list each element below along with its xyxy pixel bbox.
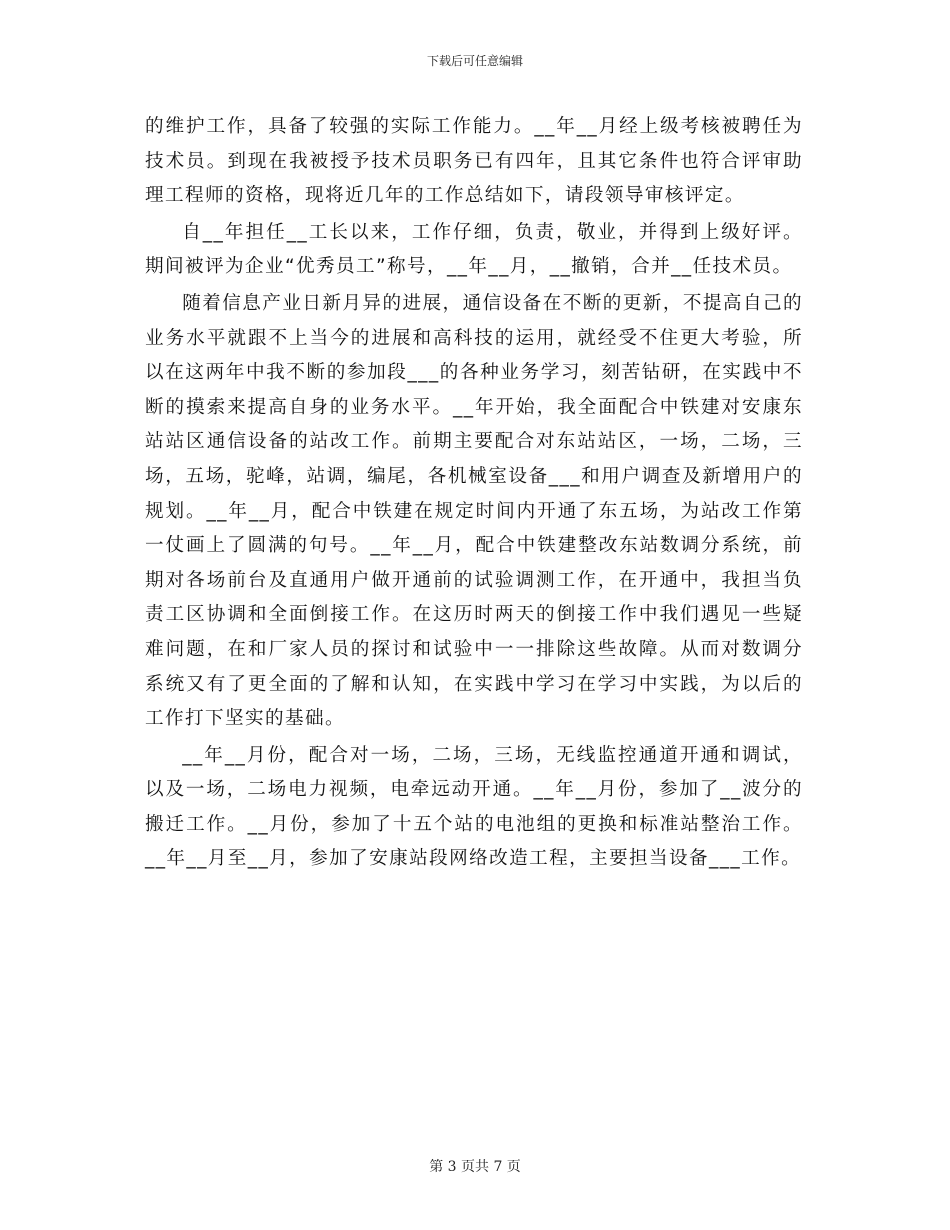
page-number: 第 3 页共 7 页: [429, 1159, 521, 1175]
paragraph-projects: __年__月份，配合对一场，二场，三场，无线监控通道开通和调试，以及一场，二场电力视频，电牵远动开通。__年__月份，参加了__波分的搬迁工作。__月份，参加了十五个站的电池组的更换和标准站整治工作。__年__月至__月，参加了安康站段网络改造工程，主要担当设备___工作。: [145, 744, 803, 870]
paragraph-continued: 的维护工作，具备了较强的实际工作能力。__年__月经上级考核被聘任为技术员。到现在我被授予技术员职务已有四年，且其它条件也符合评审助理工程师的资格，现将近几年的工作总结如下，请段领导审核评定。: [145, 116, 803, 207]
paragraph-foreman: 自__年担任__工长以来，工作仔细，负责，敬业，并得到上级好评。期间被评为企业“优秀员工”称号，__年__月，__撤销，合并__任技术员。: [145, 221, 803, 278]
document-body: [145, 110, 803, 879]
page-header: 下载后可任意编辑: [426, 54, 523, 68]
paragraph-station-renovation: 随着信息产业日新月异的进展，通信设备在不断的更新，不提高自己的业务水平就跟不上当今的进展和高科技的运用，就经受不住更大考验，所以在这两年中我不断的参加段___的各种业务学习，刻苦钻研，在实践中不断的摸索来提高自身的业务水平。__年开始，我全面配合中铁建对安康东站站区通信设备的站改工作。前期主要配合对东站站区，一场，二场，三场，五场，驼峰，站调，编尾，各机械室设备___和用户调查及新增用户的规划。__年__月，配合中铁建在规定时间内开通了东五场，为站改工作第一仗画上了圆满的句号。__年__月，配合中铁建整改东站数调分系统，前期对各场前台及直通用户做开通前的试验调测工作，在开通中，我担当负责工区协调和全面倒接工作。在这历时两天的倒接工作中我们遇见一些疑难问题，在和厂家人员的探讨和试验中一一排除这些故障。从而对数调分系统又有了更全面的了解和认知，在实践中学习在学习中实践，为以后的工作打下坚实的基础。: [145, 292, 803, 730]
